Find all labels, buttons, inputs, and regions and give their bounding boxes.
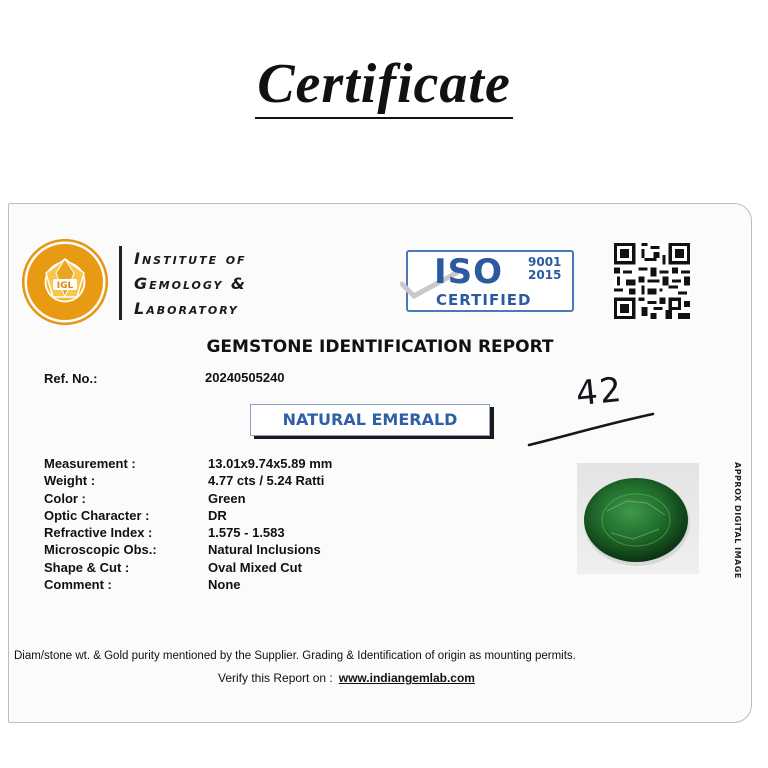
verify-line	[218, 671, 475, 685]
handwritten-number: 42	[574, 369, 626, 415]
institute-line-1: Institute of	[134, 249, 247, 268]
iso-label: ISO	[434, 252, 504, 292]
iso-standard-year: 9001 2015	[528, 255, 562, 282]
page-title: Certificate	[0, 52, 768, 116]
report-title: GEMSTONE IDENTIFICATION REPORT	[206, 337, 554, 357]
gemstone-name-box: NATURAL EMERALD	[250, 404, 490, 436]
handwritten-underline	[526, 408, 656, 448]
ref-number-value: 20240505240	[205, 370, 285, 385]
qr-code-icon	[614, 243, 690, 319]
svg-text:IGL: IGL	[56, 281, 74, 291]
ref-number-label: Ref. No.:	[44, 371, 98, 386]
header-separator	[119, 246, 122, 320]
institute-line-2: Gemology &	[134, 274, 247, 293]
iso-certified-badge	[406, 250, 574, 312]
institute-seal-logo	[22, 239, 108, 325]
gemstone-image	[577, 463, 699, 574]
footer-disclaimer: Diam/stone wt. & Gold purity mentioned by the Supplier. Grading & Identification of origin as mounting permits.	[14, 650, 576, 662]
verify-url-link[interactable]: www.indiangemlab.com	[338, 671, 475, 685]
institute-name	[134, 246, 247, 321]
verify-label: Verify this Report on :	[218, 671, 333, 685]
institute-line-3: Laboratory	[134, 299, 239, 318]
iso-certified-text: CERTIFIED	[436, 291, 532, 309]
image-caption: APPROX DIGITAL IMAGE	[733, 462, 742, 579]
